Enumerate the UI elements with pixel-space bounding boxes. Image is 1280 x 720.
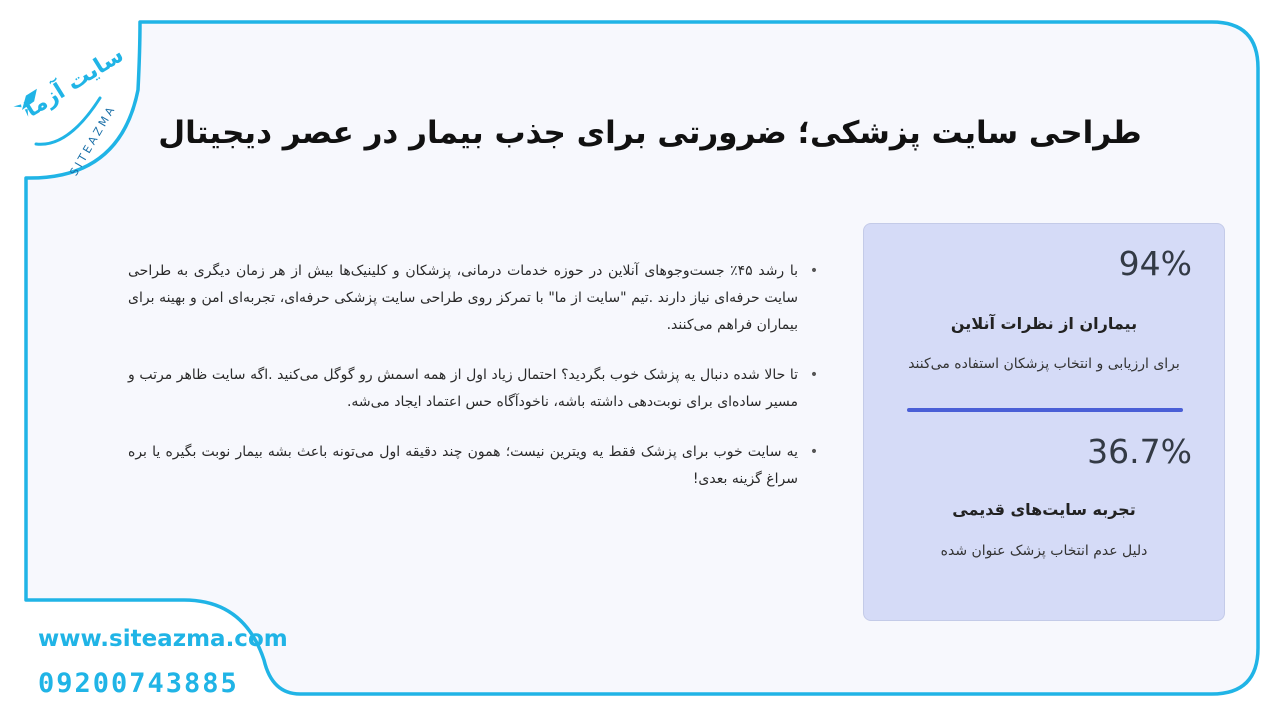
stat-title: بیماران از نظرات آنلاین: [950, 314, 1138, 333]
list-item: [128, 258, 819, 339]
phone-number[interactable]: 09200743885: [38, 668, 239, 699]
logo-latin: SITEAZMA: [67, 102, 119, 178]
list-item: [128, 362, 819, 416]
stats-card: [863, 223, 1225, 621]
stat-value: 36.7%: [1087, 432, 1192, 471]
stat-description: برای ارزیابی و انتخاب پزشکان استفاده می‌کنند: [908, 356, 1180, 372]
bullet-marker: •: [809, 263, 819, 279]
bullet-marker: •: [809, 367, 819, 383]
page-title: طراحی سایت پزشکی؛ ضرورتی برای جذب بیمار در عصر دیجیتال: [158, 115, 1142, 151]
bullet-text: یه سایت خوب برای پزشک فقط یه ویترین نیست؛ همون چند دقیقه اول می‌تونه باعث بشه بیمار نوبت بگیره یا بره سراغ گزینه بعدی!: [128, 444, 798, 487]
stat-description: دلیل عدم انتخاب پزشک عنوان شده: [940, 543, 1148, 559]
list-item: [128, 439, 819, 493]
logo-wordmark: سایت آزما: [20, 42, 129, 123]
bullet-text: با رشد ۴۵٪ جست‌وجوهای آنلاین در حوزه خدمات درمانی، پزشکان و کلینیک‌ها بیش از هر زمان دیگری به طراحی سایت حرفه‌ای نیاز دارند .تیم "سایت از ما" با تمرکز روی طراحی سایت پزشکی حرفه‌ای، تجربه‌ای امن و بهینه برای بیماران فراهم می‌کنند.: [128, 263, 799, 333]
bullet-marker: •: [809, 444, 819, 460]
stat-title: تجربه سایت‌های قدیمی: [952, 500, 1136, 519]
logo: [8, 38, 138, 178]
bullet-text: تا حالا شده دنبال یه پزشک خوب بگردید؟ احتمال زیاد اول از همه اسمش رو گوگل می‌کنید .اگه سایت ظاهر مرتب و مسیر ساده‌ای برای نوبت‌دهی داشته باشه، ناخودآگاه حس اعتماد ایجاد می‌شه.: [128, 367, 798, 410]
stat-divider: [907, 408, 1183, 412]
bullet-list: [128, 258, 820, 516]
stat-value: 94%: [1118, 244, 1192, 283]
website-link[interactable]: www.siteazma.com: [38, 626, 288, 652]
